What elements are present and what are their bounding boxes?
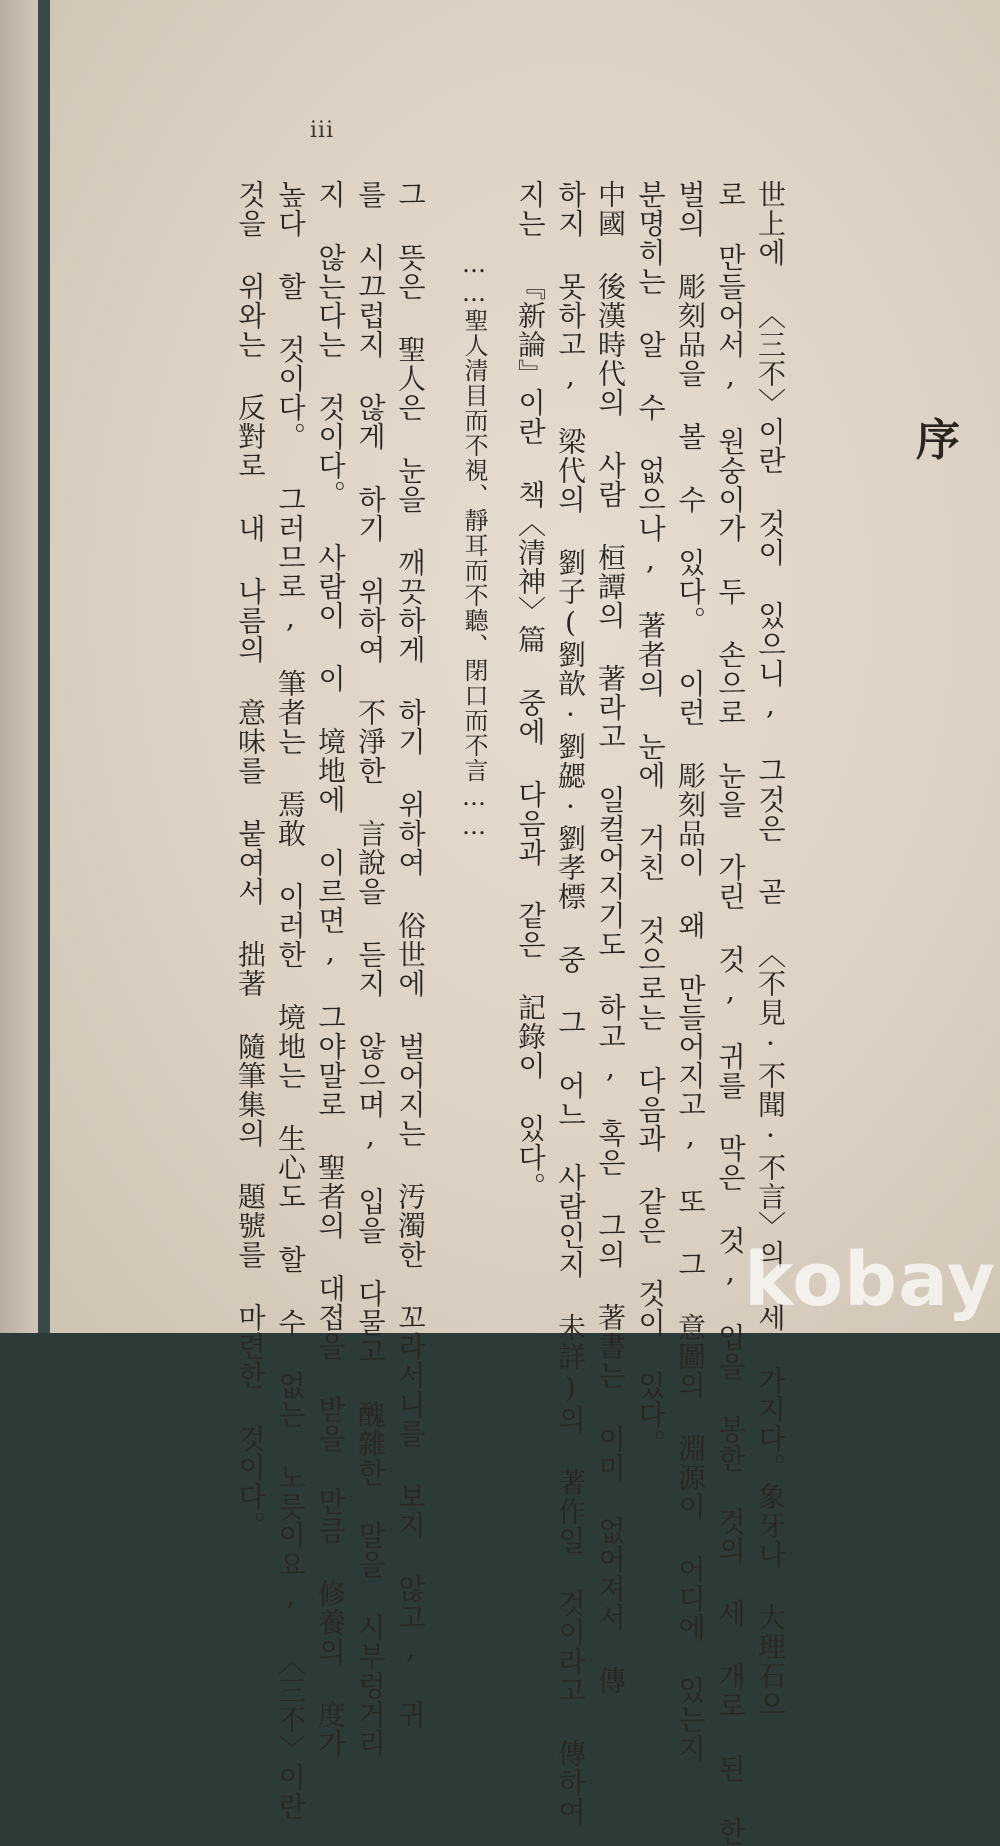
text-column-11: 지 않는다는 것이다。 사람이 이 境地에 이르면, 그야말로 聖者의 대접을 받을 만큼 修養의 度가 (314, 180, 347, 1758)
text-column-13: 것을 위와는 反對로 내 나름의 意味를 붙여서 拙著 隨筆集의 題號를 마련한 것이다。 (234, 180, 267, 1540)
text-column-4: 분명히는 알 수 없으나, 著者의 눈에 거친 것으로는 다음과 같은 것이 있다。 (634, 180, 667, 1458)
text-column-1: 世上에 〈三不〉이란 것이 있으니, 그것은 곧 〈不見·不聞·不言〉의 세 가지다。象牙나 大理石으 (754, 180, 787, 1719)
text-column-3: 벌의 彫刻品을 볼 수 있다。 이런 彫刻品이 왜 만들어지고, 또 그 意圖의 淵源이 어디에 있는지 (674, 180, 707, 1763)
text-column-7: 지는 『新論』이란 책〈清神〉篇 중에 다음과 같은 記錄이 있다。 (514, 180, 547, 1201)
text-column-6: 하지 못하고, 梁代의 劉子(劉歆·劉勰·劉孝標 중 그 어느 사람인지 未詳)의 著作일 것이라고 傳하여 (554, 180, 587, 1826)
text-column-12: 높다 할 것이다。 그러므로, 筆者는 焉敢 이러한 境地는 生心도 할 수 없는 노릇이요, 〈三不〉이란 (274, 180, 307, 1821)
watermark-logo: kobay (744, 1237, 996, 1323)
text-column-10: 를 시끄럽지 않게 하기 위하여 不淨한 言說을 듣지 않으며, 입을 다물고 醜雜한 말을 시부렁거리 (354, 180, 387, 1758)
text-column-9: 그 뜻은 聖人은 눈을 깨끗하게 하기 위하여 俗世에 벌어지는 汚濁한 꼬라서니를 보지 않고, 귀 (394, 180, 427, 1729)
book-page (50, 0, 1000, 1846)
chapter-title: 序 (916, 415, 960, 466)
text-column-2: 로 만들어서, 원숭이가 두 손으로 눈을 가린 것, 귀를 막은 것, 입을 봉한 것의 세 개로 된 한 (714, 180, 747, 1846)
quoted-passage: ……聖人清目而不視、靜耳而不聽、閉口而不言…… (460, 250, 488, 841)
text-column-5: 中國 後漢時代의 사람 桓譚의 著라고 일컬어지기도 하고, 혹은 그의 著書는 이미 없어져서 傳 (594, 180, 627, 1695)
page-number: iii (310, 118, 335, 143)
